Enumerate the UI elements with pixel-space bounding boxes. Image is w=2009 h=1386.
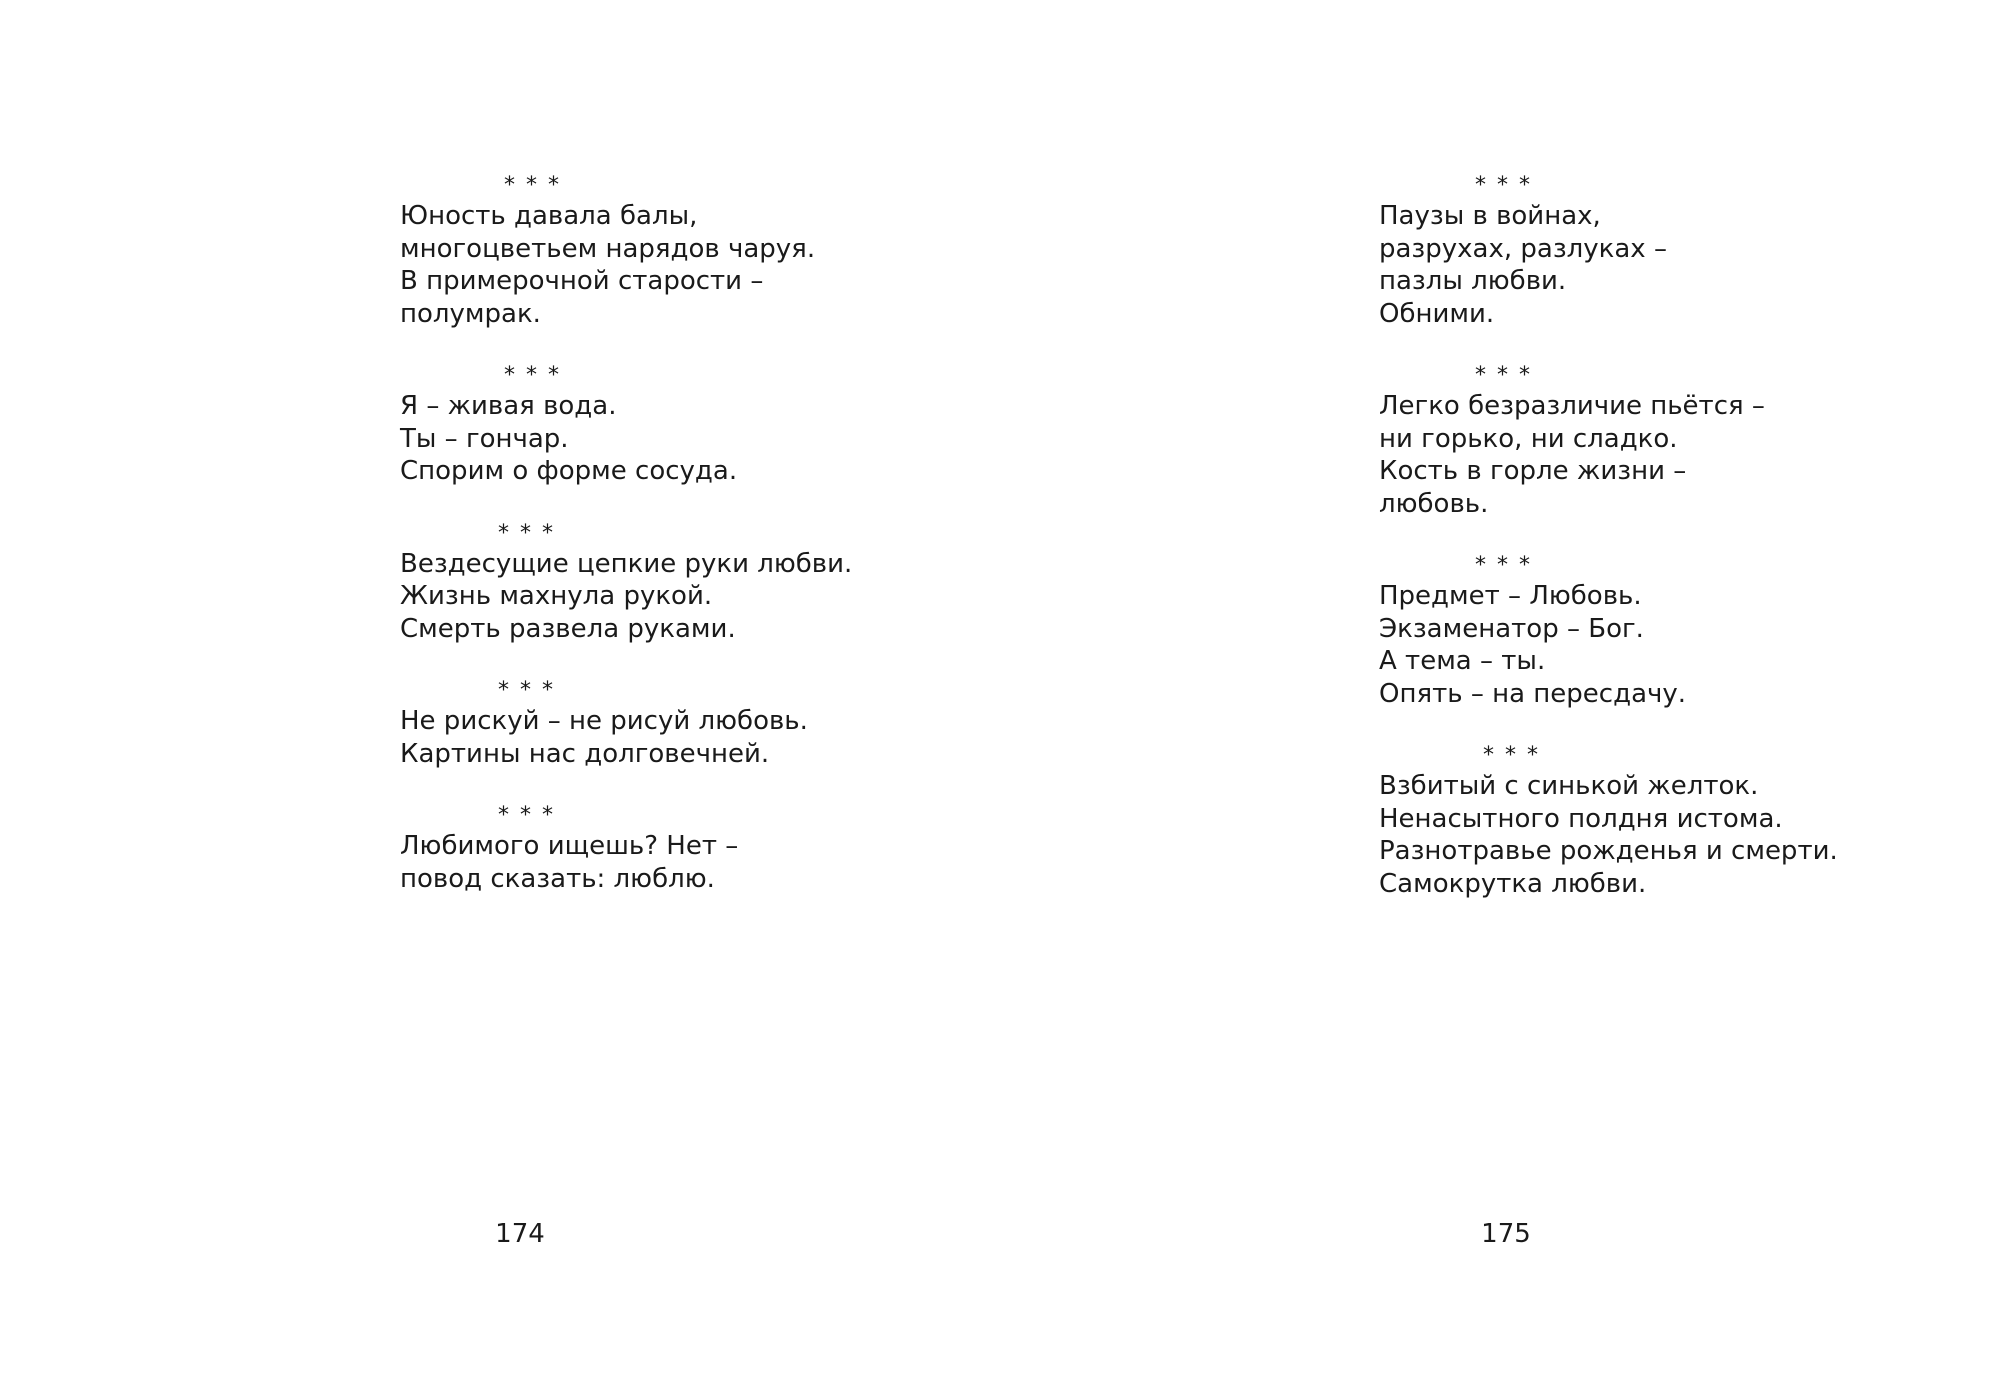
poem-separator: * * * <box>504 173 561 198</box>
poem-line: Предмет – Любовь. <box>1379 581 1642 611</box>
poem-separator: * * * <box>504 363 561 388</box>
poem-line: Любимого ищешь? Нет – <box>400 831 739 861</box>
poem-line: Вездесущие цепкие руки любви. <box>400 548 853 579</box>
poem-line: Паузы в войнах, <box>1379 201 1601 231</box>
poem-line: Опять – на пересдачу. <box>1379 678 1687 709</box>
poem <box>400 362 960 488</box>
poem <box>400 677 960 770</box>
poem-line: полумрак. <box>400 298 541 329</box>
poem-line: А тема – ты. <box>1379 646 1546 676</box>
poem-line: ни горько, ни сладко. <box>1379 423 1678 454</box>
poem-separator: * * * <box>1475 173 1532 198</box>
poem <box>400 520 960 646</box>
poem <box>1379 362 1939 520</box>
poem-line: повод сказать: люблю. <box>400 863 715 894</box>
poem-separator: * * * <box>498 678 555 703</box>
poem <box>1379 742 1939 900</box>
poem-line: Разнотравье рожденья и смерти. <box>1379 836 1838 866</box>
poem-separator: * * * <box>498 803 555 828</box>
poem-line: Ты – гончар. <box>400 423 569 454</box>
poem-line: Взбитый с синькой желток. <box>1379 771 1759 801</box>
left-poems <box>400 172 960 927</box>
poem-separator: * * * <box>1483 743 1540 768</box>
poem-line: Самокрутка любви. <box>1379 868 1647 899</box>
poem-separator: * * * <box>498 520 555 546</box>
poem-line: любовь. <box>1379 488 1489 519</box>
poem-line: В примерочной старости – <box>400 266 764 296</box>
poem-line: Картины нас долговечней. <box>400 738 770 769</box>
poem-line: Не рискуй – не рисуй любовь. <box>400 706 808 736</box>
poem-line: Обними. <box>1379 298 1495 329</box>
poem-line: Кость в горле жизни – <box>1379 456 1687 486</box>
poem <box>400 802 960 895</box>
left-page <box>0 0 1004 1386</box>
poem-line: пазлы любви. <box>1379 266 1567 296</box>
poem-line: Экзаменатор – Бог. <box>1379 613 1644 644</box>
poem <box>1379 172 1939 330</box>
right-poems <box>1379 172 1939 932</box>
poem-line: Ненасытного полдня истома. <box>1379 803 1783 834</box>
poem <box>400 172 960 330</box>
poem-line: Юность давала балы, <box>400 201 698 231</box>
page-number: 175 <box>1481 1219 1531 1249</box>
page-number: 174 <box>495 1219 545 1249</box>
poem-separator: * * * <box>1475 553 1532 578</box>
poem-line: разрухах, разлуках – <box>1379 233 1667 264</box>
poem-line: Смерть развела руками. <box>400 613 736 644</box>
poem-separator: * * * <box>1475 363 1532 388</box>
poem-line: Жизнь махнула рукой. <box>400 581 713 611</box>
poem-line: Легко безразличие пьётся – <box>1379 391 1765 421</box>
poem <box>1379 552 1939 710</box>
poem-line: Спорим о форме сосуда. <box>400 456 738 486</box>
right-page <box>1004 0 2008 1386</box>
poem-line: многоцветьем нарядов чаруя. <box>400 233 816 264</box>
poem-line: Я – живая вода. <box>400 391 617 421</box>
